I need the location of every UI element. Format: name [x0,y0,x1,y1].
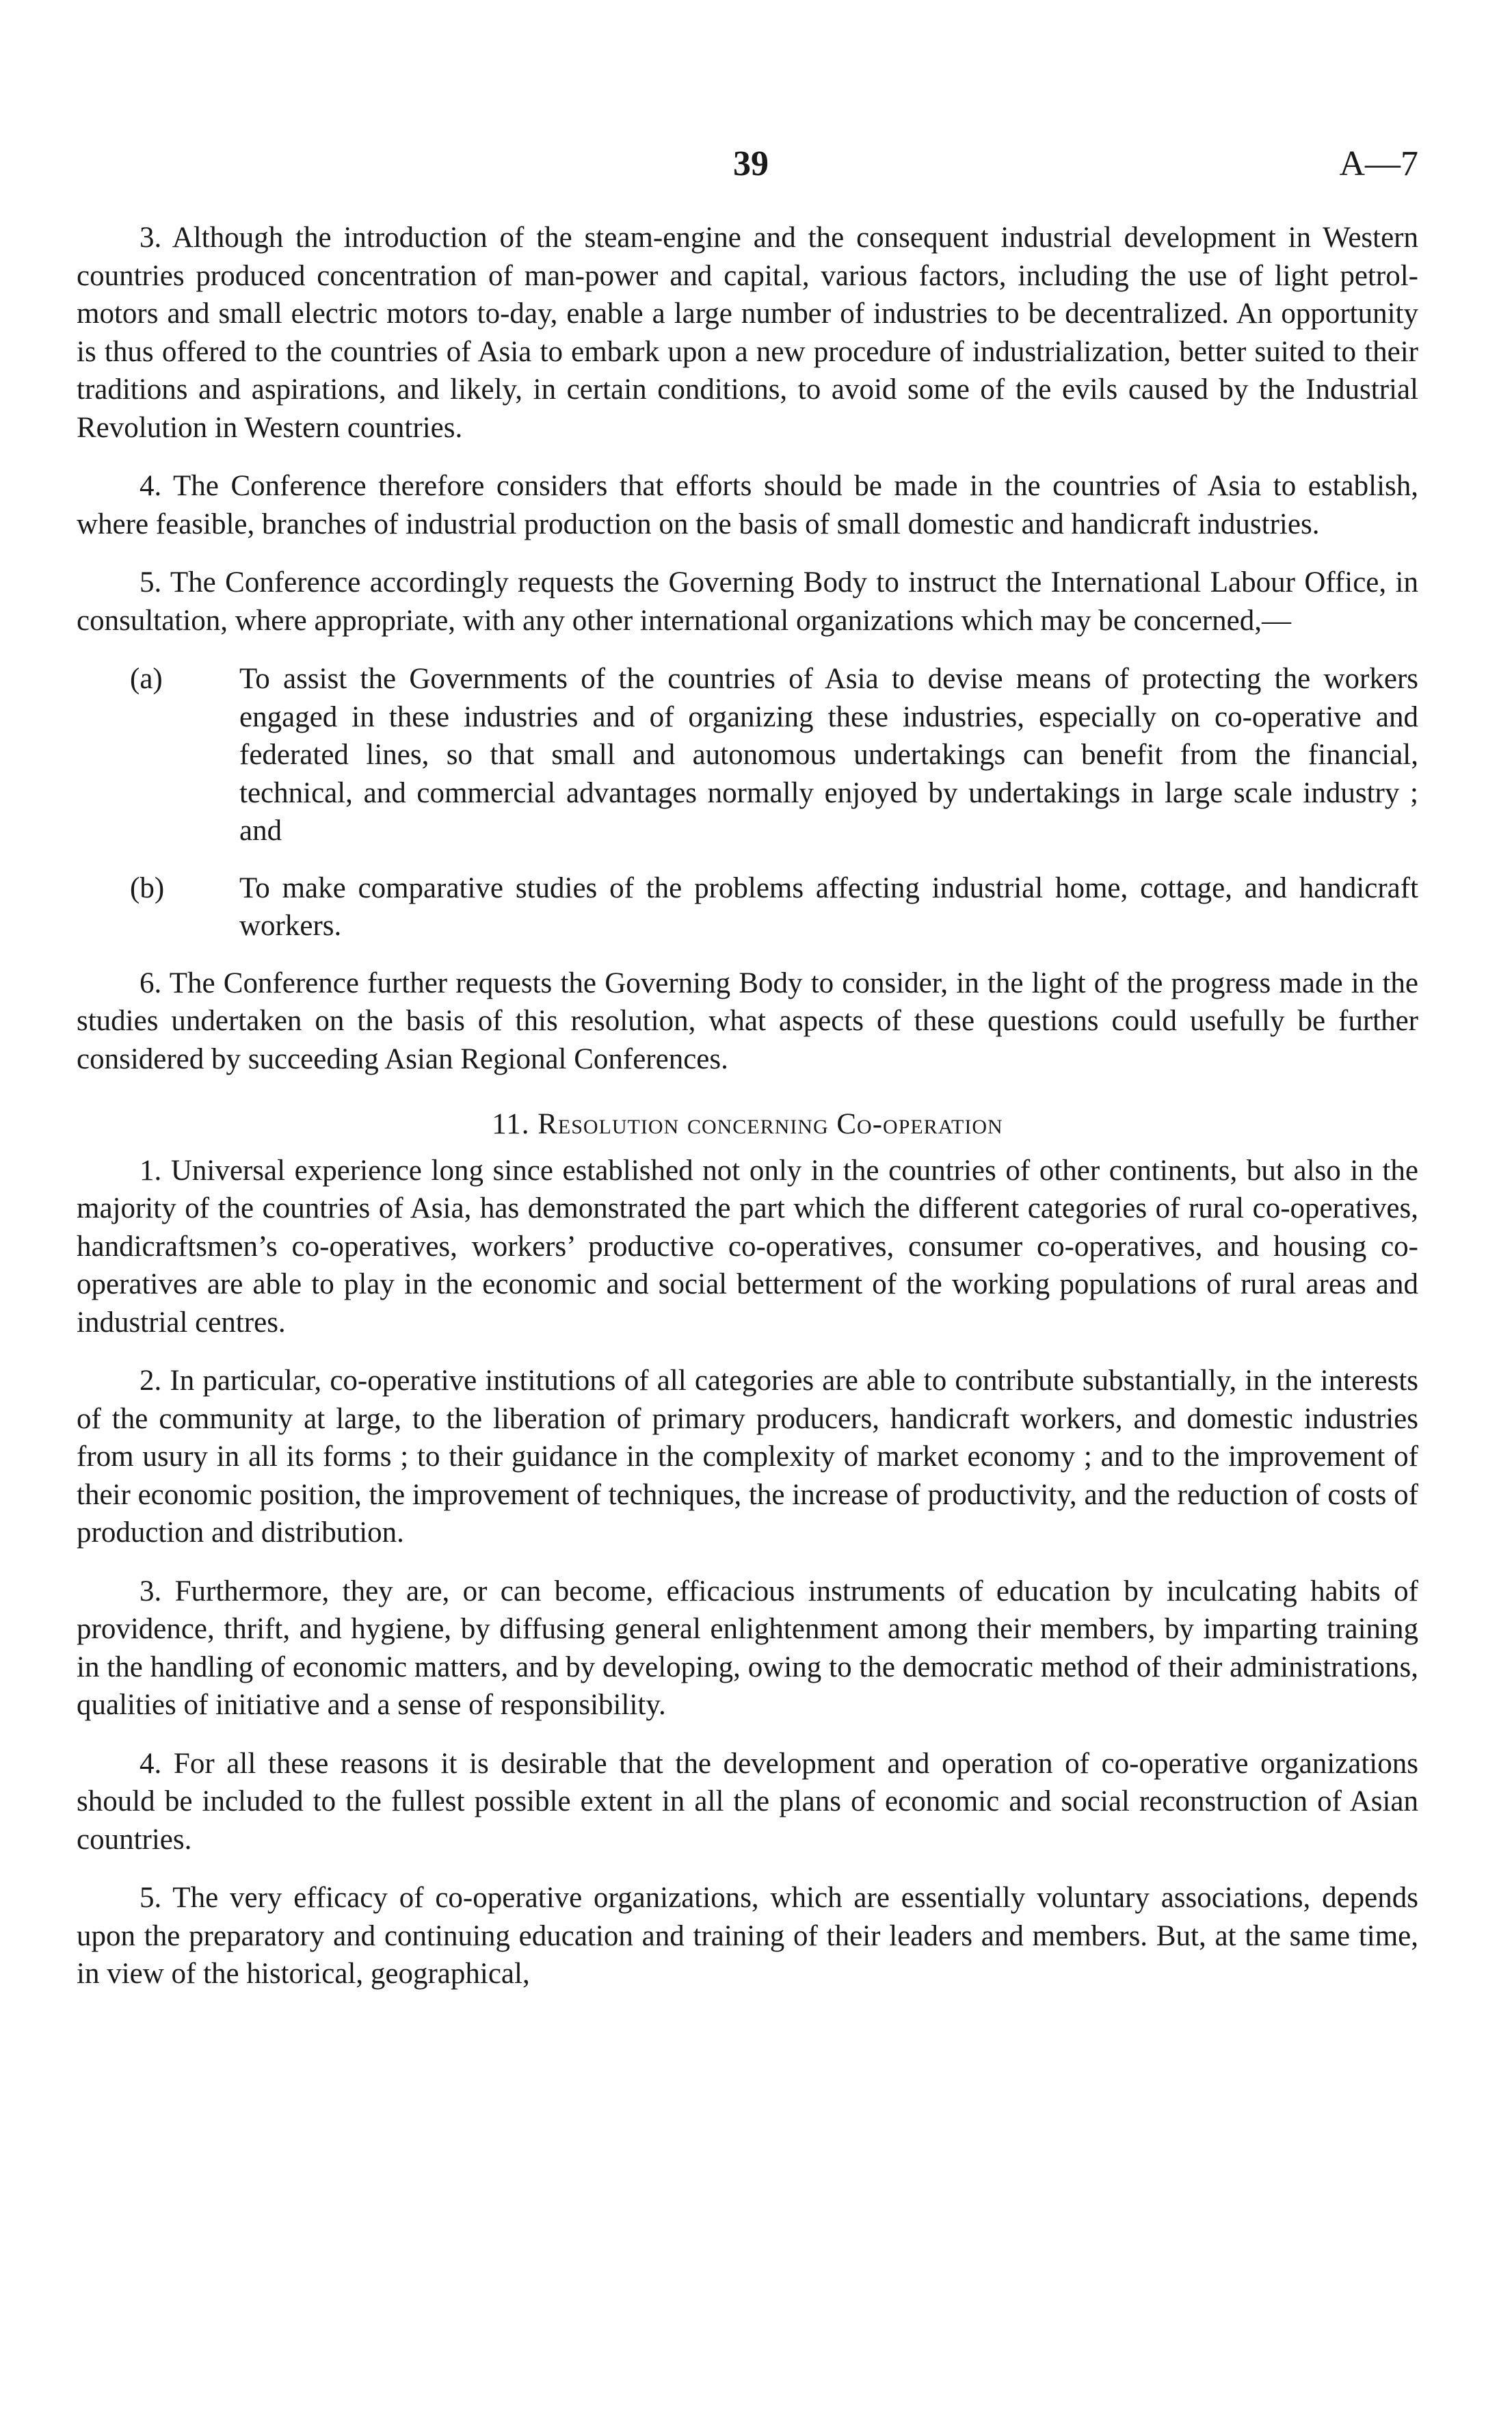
paragraph-coop-1: 1. Universal experience long since established not only in the countries of other continents, but also in the majority of the countries of Asia, has demonstrated the part which the different categories of rural co-operatives, handicraftsmen’s co-operatives, workers’ productive co-operatives, consumer co-operatives, and housing co-operatives are able to play in the economic and social betterment of the working populations of rural areas and industrial centres. [77,1154,1418,1339]
list-item-text: To make comparative studies of the problems affecting industrial home, cottage, and handicraft workers. [239,871,1418,942]
paragraph-3: 3. Although the introduction of the steam-engine and the consequent industrial development in Western countries produced concentration of man-power and capital, various factors, including the use of light petrol-motors and small electric motors to-day, enable a large number of industries to be decentralized. An opportunity is thus offered to the countries of Asia to embark upon a new procedure of industrialization, better suited to their traditions and aspirations, and likely, in certain conditions, to avoid some of the evils caused by the Industrial Revolution in Western countries. [77,222,1418,444]
list-item-b [130,869,1418,945]
section-heading [77,1105,1418,1144]
paragraph-coop-4: 4. For all these reasons it is desirable that the development and operation of co-operative organizations should be included to the fullest possible extent in all the plans of economic and social reconstruction of Asian countries. [77,1747,1418,1856]
paragraph-6: 6. The Conference further requests the Governing Body to consider, in the light of the progress made in the studies undertaken on the basis of this resolution, what aspects of these questions could usefully be further considered by succeeding Asian Regional Conferences. [77,967,1418,1075]
list-item-label: (a) [130,663,163,695]
section-number: 11. [492,1108,530,1140]
page-number: 39 [733,144,769,183]
section-title: Resolution concerning Co-operation [538,1108,1003,1140]
page-code: A—7 [1339,144,1418,183]
document-page [77,144,1418,2014]
paragraph-coop-2: 2. In particular, co-operative institutions of all categories are able to contribute substantially, in the interests of the community at large, to the liberation of primary producers, handicraft workers, and domestic industries from usury in all its forms ; to their guidance in the complexity of market economy ; and to the improvement of their economic position, the improvement of techniques, the increase of productivity, and the reduction of costs of production and distribution. [77,1365,1418,1549]
list-item-label: (b) [130,871,165,904]
page-header [77,144,1418,219]
list-item-text: To assist the Governments of the countries of Asia to devise means of protecting the workers engaged in these industries and of organizing these industries, especially on co-operative and federated lines, so that small and autonomous undertakings can benefit from the financial, technical, and commercial advantages normally enjoyed by undertakings in large scale industry ; and [239,663,1418,847]
paragraph-5: 5. The Conference accordingly requests the Governing Body to instruct the International Labour Office, in consultation, where appropriate, with any other international organizations which may be concerned,— [77,566,1418,637]
paragraph-coop-5: 5. The very efficacy of co-operative organizations, which are essentially voluntary associations, depends upon the preparatory and continuing education and training of their leaders and members. But, at the same time, in view of the historical, geographical, [77,1882,1418,1990]
paragraph-4: 4. The Conference therefore considers that efforts should be made in the countries of Asia to establish, where feasible, branches of industrial production on the basis of small domestic and handicraft industries. [77,470,1418,540]
paragraph-coop-3: 3. Furthermore, they are, or can become, efficacious instruments of education by inculcating habits of providence, thrift, and hygiene, by diffusing general enlightenment among their members, by imparting training in the handling of economic matters, and by developing, owing to the democratic method of their administrations, qualities of initiative and a sense of responsibility. [77,1575,1418,1721]
list-item-a [130,660,1418,850]
